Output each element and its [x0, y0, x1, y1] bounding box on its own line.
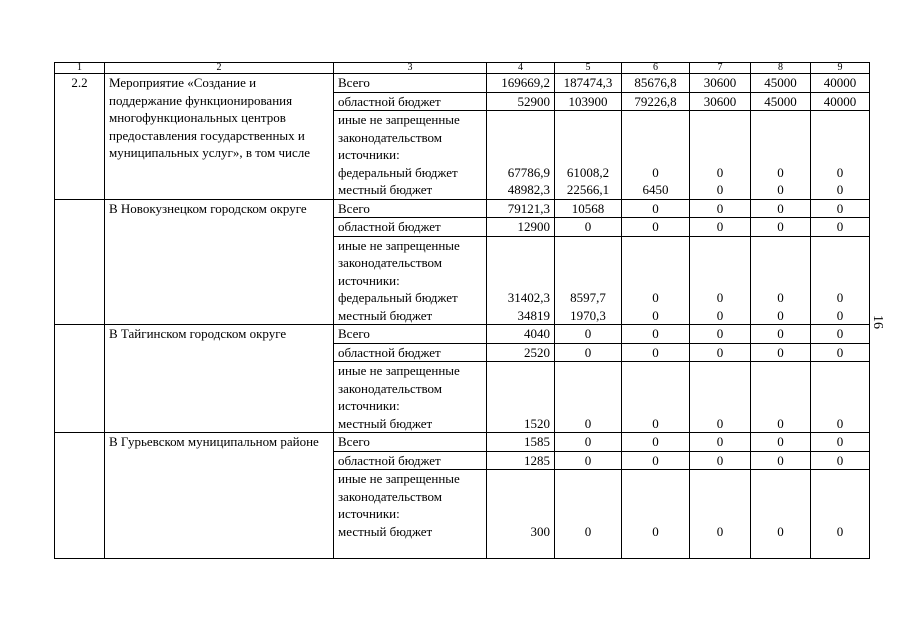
funding-source: Всего: [334, 74, 487, 93]
value-cell: 40000: [811, 92, 870, 111]
value-line: 48982,3: [507, 182, 550, 197]
spacer: [559, 540, 617, 558]
value-line: 0: [584, 523, 592, 539]
value-line: 0: [652, 290, 659, 305]
spacer: [815, 397, 865, 415]
header-cell: 1: [55, 63, 105, 74]
spacer: [559, 470, 617, 488]
value-line: 0: [652, 164, 659, 180]
item-index: [55, 433, 105, 559]
spacer: [626, 129, 685, 147]
value-line: 0: [777, 523, 784, 539]
value-cell: 45000: [751, 92, 811, 111]
spacer: [559, 272, 617, 290]
spacer: [755, 111, 806, 129]
funding-source-line: законодательством: [338, 255, 443, 270]
value-cell: [622, 111, 690, 200]
value-line: 0: [652, 415, 659, 431]
value-line: 0: [836, 164, 844, 180]
value-cell: 0: [555, 433, 622, 452]
value-cell: 0: [622, 451, 690, 470]
funding-source: Всего: [334, 199, 487, 218]
value-cell: 0: [811, 343, 870, 362]
spacer: [491, 470, 550, 488]
spacer: [815, 272, 865, 290]
value-cell: 187474,3: [555, 74, 622, 93]
spacer: [626, 146, 685, 164]
value-cell: [622, 236, 690, 325]
spacer: [694, 470, 746, 488]
spacer: [755, 380, 806, 398]
value-line: 0: [836, 415, 844, 431]
spacer: [559, 254, 617, 272]
spacer: [815, 488, 865, 506]
spacer: [755, 272, 806, 290]
value-cell: [690, 111, 751, 200]
value-line: 0: [584, 415, 592, 431]
funding-source: областной бюджет: [334, 218, 487, 237]
funding-source-line: источники:: [338, 506, 400, 521]
funding-source-line: местный бюджет: [338, 415, 433, 431]
value-cell: [811, 236, 870, 325]
value-cell: 0: [622, 218, 690, 237]
spacer: [755, 237, 806, 255]
spacer: [491, 488, 550, 506]
value-line: 0: [652, 307, 659, 323]
funding-source-line: законодательством: [338, 380, 443, 396]
value-cell: 0: [690, 451, 751, 470]
value-cell: 0: [751, 433, 811, 452]
spacer: [694, 380, 746, 398]
header-cell: 3: [334, 63, 487, 74]
value-line: 67786,9: [507, 164, 550, 180]
value-cell: 0: [690, 325, 751, 344]
funding-source-line: иные не запрещенные: [338, 237, 460, 253]
spacer: [755, 129, 806, 147]
value-cell: [555, 236, 622, 325]
value-line: 22566,1: [566, 182, 610, 197]
value-cell: 0: [811, 451, 870, 470]
spacer: [559, 129, 617, 147]
funding-source: областной бюджет: [334, 343, 487, 362]
value-cell: [555, 111, 622, 200]
spacer: [559, 146, 617, 164]
table-row: [55, 325, 870, 344]
value-line: 1970,3: [570, 307, 606, 323]
table-row: [55, 199, 870, 218]
value-cell: 45000: [751, 74, 811, 93]
funding-source-line: иные не запрещенные: [338, 471, 460, 486]
value-line: 8597,7: [570, 290, 606, 305]
value-cell: 2520: [487, 343, 555, 362]
spacer: [559, 237, 617, 255]
spacer: [626, 237, 685, 255]
header-cell: 7: [690, 63, 751, 74]
spacer: [559, 505, 617, 523]
value-cell: [487, 236, 555, 325]
spacer: [626, 397, 685, 415]
value-cell: [555, 362, 622, 433]
value-line: 0: [836, 290, 844, 305]
item-name: В Гурьевском муниципальном районе: [105, 433, 334, 559]
value-cell: 0: [555, 218, 622, 237]
spacer: [755, 397, 806, 415]
spacer: [694, 129, 746, 147]
funding-source-line: законодательством: [338, 129, 443, 145]
funding-source-line: источники:: [338, 147, 400, 162]
value-cell: 0: [555, 325, 622, 344]
header-cell: 2: [105, 63, 334, 74]
funding-source-line: местный бюджет: [338, 523, 433, 539]
value-line: 0: [836, 523, 844, 539]
funding-source: областной бюджет: [334, 92, 487, 111]
value-cell: 4040: [487, 325, 555, 344]
page-number: 16: [870, 315, 885, 329]
spacer: [755, 505, 806, 523]
value-line: 1520: [524, 415, 550, 431]
funding-source-line: федеральный бюджет: [338, 290, 458, 305]
spacer: [694, 237, 746, 255]
value-line: 0: [716, 415, 724, 431]
funding-source-cell: [334, 111, 487, 200]
funding-source-line: источники:: [338, 272, 400, 288]
value-cell: 103900: [555, 92, 622, 111]
spacer: [815, 380, 865, 398]
value-cell: 0: [622, 199, 690, 218]
value-cell: [751, 111, 811, 200]
spacer: [491, 397, 550, 415]
spacer: [694, 272, 746, 290]
funding-source-line: местный бюджет: [338, 307, 433, 323]
value-cell: 0: [751, 325, 811, 344]
spacer: [815, 237, 865, 255]
value-cell: 0: [555, 451, 622, 470]
funding-source-line: иные не запрещенные: [338, 112, 460, 127]
value-cell: 0: [690, 218, 751, 237]
spacer: [815, 540, 865, 558]
funding-source-cell: [334, 236, 487, 325]
item-index: [55, 199, 105, 325]
spacer: [626, 111, 685, 129]
value-cell: 169669,2: [487, 74, 555, 93]
value-cell: 10568: [555, 199, 622, 218]
spacer: [815, 129, 865, 147]
value-line: 0: [777, 164, 784, 180]
value-cell: 0: [811, 325, 870, 344]
header-cell: 9: [811, 63, 870, 74]
spacer: [755, 146, 806, 164]
funding-source-cell: [334, 362, 487, 433]
spacer: [338, 540, 482, 558]
spacer: [694, 397, 746, 415]
spacer: [491, 540, 550, 558]
value-cell: 1285: [487, 451, 555, 470]
spacer: [626, 362, 685, 380]
header-cell: 5: [555, 63, 622, 74]
value-cell: 0: [751, 218, 811, 237]
value-cell: [487, 470, 555, 559]
value-cell: [690, 470, 751, 559]
item-name: В Новокузнецком городском округе: [105, 199, 334, 325]
spacer: [755, 362, 806, 380]
value-cell: 0: [555, 343, 622, 362]
value-cell: 0: [622, 433, 690, 452]
funding-source-cell: [334, 470, 487, 559]
value-cell: 0: [811, 218, 870, 237]
value-line: 0: [836, 307, 844, 323]
value-line: 0: [777, 307, 784, 323]
spacer: [694, 540, 746, 558]
spacer: [559, 397, 617, 415]
funding-source: областной бюджет: [334, 451, 487, 470]
spacer: [626, 272, 685, 290]
value-cell: 0: [690, 343, 751, 362]
funding-source-line: федеральный бюджет: [338, 164, 458, 180]
funding-source-line: источники:: [338, 398, 400, 413]
header-cell: 4: [487, 63, 555, 74]
value-cell: [487, 362, 555, 433]
header-cell: 8: [751, 63, 811, 74]
funding-source: Всего: [334, 325, 487, 344]
value-line: 0: [716, 182, 724, 197]
value-cell: 85676,8: [622, 74, 690, 93]
value-cell: 0: [622, 343, 690, 362]
table-row: [55, 433, 870, 452]
spacer: [491, 505, 550, 523]
spacer: [491, 380, 550, 398]
value-cell: [811, 362, 870, 433]
table-row: [55, 74, 870, 93]
value-cell: 30600: [690, 74, 751, 93]
spacer: [815, 111, 865, 129]
value-line: 0: [716, 523, 724, 539]
value-cell: [622, 362, 690, 433]
value-cell: [690, 362, 751, 433]
value-cell: [555, 470, 622, 559]
spacer: [491, 362, 550, 380]
value-line: 0: [652, 523, 659, 539]
value-cell: 0: [751, 199, 811, 218]
spacer: [559, 362, 617, 380]
value-line: 0: [716, 290, 724, 305]
spacer: [694, 111, 746, 129]
funding-source-line: иные не запрещенные: [338, 363, 460, 378]
spacer: [491, 146, 550, 164]
value-cell: 0: [690, 199, 751, 218]
spacer: [491, 254, 550, 272]
spacer: [491, 237, 550, 255]
value-line: 0: [836, 182, 844, 197]
spacer: [694, 505, 746, 523]
value-cell: 0: [751, 343, 811, 362]
value-cell: 0: [811, 433, 870, 452]
spacer: [559, 488, 617, 506]
item-index: 2.2: [55, 74, 105, 200]
funding-source-line: законодательством: [338, 488, 443, 504]
spacer: [815, 362, 865, 380]
value-cell: 40000: [811, 74, 870, 93]
spacer: [815, 146, 865, 164]
value-line: 0: [716, 307, 724, 323]
spacer: [694, 254, 746, 272]
spacer: [491, 129, 550, 147]
spacer: [559, 380, 617, 398]
spacer: [626, 540, 685, 558]
funding-source: Всего: [334, 433, 487, 452]
value-line: 61008,2: [566, 164, 610, 180]
value-cell: 1585: [487, 433, 555, 452]
spacer: [755, 540, 806, 558]
spacer: [694, 146, 746, 164]
table-body: [55, 63, 870, 559]
value-cell: [751, 236, 811, 325]
spacer: [815, 254, 865, 272]
value-cell: 0: [811, 199, 870, 218]
value-line: 0: [777, 290, 784, 305]
value-cell: 12900: [487, 218, 555, 237]
value-cell: [487, 111, 555, 200]
spacer: [694, 362, 746, 380]
header-cell: 6: [622, 63, 690, 74]
value-cell: 52900: [487, 92, 555, 111]
spacer: [755, 488, 806, 506]
spacer: [815, 470, 865, 488]
value-cell: 30600: [690, 92, 751, 111]
spacer: [626, 380, 685, 398]
value-cell: [751, 362, 811, 433]
spacer: [626, 505, 685, 523]
value-line: 6450: [642, 182, 669, 197]
header-row: [55, 63, 870, 74]
item-index: [55, 325, 105, 433]
spacer: [694, 488, 746, 506]
spacer: [559, 111, 617, 129]
value-cell: 79226,8: [622, 92, 690, 111]
spacer: [755, 470, 806, 488]
value-cell: [622, 470, 690, 559]
spacer: [755, 254, 806, 272]
spacer: [491, 111, 550, 129]
value-cell: 79121,3: [487, 199, 555, 218]
value-line: 300: [530, 523, 550, 539]
spacer: [626, 470, 685, 488]
spacer: [626, 254, 685, 272]
item-name: В Тайгинском городском округе: [105, 325, 334, 433]
value-line: 0: [777, 182, 784, 197]
spacer: [626, 488, 685, 506]
value-cell: [690, 236, 751, 325]
value-cell: 0: [622, 325, 690, 344]
spacer: [491, 272, 550, 290]
value-cell: [751, 470, 811, 559]
value-line: 31402,3: [507, 290, 550, 305]
item-name: Мероприятие «Создание и поддержание функционирования многофункциональных центров предоставления государственных и муниципальных услуг», в том числе: [105, 74, 334, 200]
spacer: [815, 505, 865, 523]
value-line: 0: [777, 415, 784, 431]
funding-source-line: местный бюджет: [338, 182, 433, 197]
value-cell: 0: [751, 451, 811, 470]
budget-table: [54, 62, 870, 559]
value-cell: 0: [690, 433, 751, 452]
value-line: 34819: [517, 307, 550, 323]
value-line: 0: [716, 164, 724, 180]
value-cell: [811, 470, 870, 559]
value-cell: [811, 111, 870, 200]
